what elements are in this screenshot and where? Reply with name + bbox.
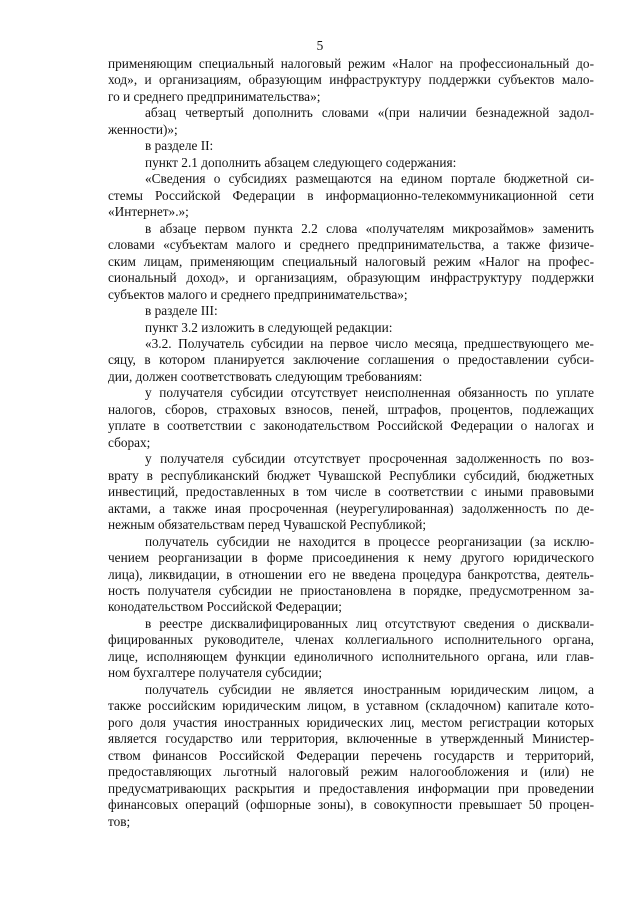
- text-line: в разделе II:: [145, 138, 214, 154]
- text-line: сборах;: [108, 434, 151, 450]
- text-line: словами «субъектам малого и среднего предпринимательства, а также физиче-: [108, 237, 594, 253]
- text-line: также российским юридическим лицом, в уставном (складочном) капитале кото-: [108, 698, 594, 714]
- text-line: пункт 3.2 изложить в следующей редакции:: [145, 319, 393, 335]
- text-line: в разделе III:: [145, 303, 218, 319]
- text-line: предусматривающих раскрытия и предоставления информации при проведении: [108, 780, 594, 796]
- text-line: лице, исполняющем функции единоличного исполнительного органа, или глав-: [108, 648, 594, 664]
- text-line: является государство или территория, включенные в утвержденный Министер-: [108, 731, 594, 747]
- text-line: ством финансов Российской Федерации перечень государств и территорий,: [108, 747, 594, 763]
- text-line: дии, должен соответствовать следующим требованиям:: [108, 368, 423, 384]
- text-line: пункт 2.1 дополнить абзацем следующего содержания:: [145, 154, 457, 170]
- text-line: применяющим специальный налоговый режим «Налог на профессиональный до-: [108, 56, 594, 71]
- text-line: фицированных руководителе, членах коллегиального исполнительного органа,: [108, 632, 594, 648]
- text-line: ность получателя субсидии не приостановлена в порядке, предусмотренном за-: [108, 583, 594, 598]
- text-line: тов;: [108, 813, 131, 829]
- text-line: «3.2. Получатель субсидии на первое число месяца, предшествующего ме-: [145, 335, 594, 351]
- text-line: рого доля участия иностранных юридических лиц, местом регистрации которых: [108, 714, 594, 730]
- text-line: абзац четвертый дополнить словами «(при наличии безнадежной задол-: [145, 105, 594, 121]
- text-line: финансовых операций (офшорные зоны), в совокупности превышает 50 процен-: [108, 797, 594, 813]
- text-line: сяцу, в котором планируется заключение соглашения о предоставлении субси-: [108, 352, 594, 368]
- text-line: стемы Российской Федерации в информационно-телекоммуникационной сети: [108, 187, 594, 203]
- text-line: «Сведения о субсидиях размещаются на едином портале бюджетной си-: [145, 171, 594, 187]
- text-line: ход», и организациям, образующим инфраструктуру поддержки субъектов мало-: [108, 72, 594, 88]
- text-line: ским лицам, применяющим специальный налоговый режим «Налог на профес-: [108, 253, 594, 269]
- page-number: 5: [316, 38, 324, 53]
- text-line: «Интернет».»;: [108, 204, 189, 220]
- text-line: субъектов малого и среднего предпринимательства»;: [108, 286, 408, 302]
- text-line: у получателя субсидии отсутствует неисполненная обязанность по уплате: [145, 385, 594, 401]
- text-line: конодательством Российской Федерации;: [108, 599, 342, 615]
- text-line: у получателя субсидии отсутствует просроченная задолженность по воз-: [145, 451, 594, 467]
- text-line: женности)»;: [108, 121, 178, 137]
- text-line: нежным обязательствам перед Чувашской Республикой;: [108, 517, 427, 533]
- document-body: [108, 56, 594, 830]
- text-line: налогов, сборов, страховых взносов, пеней, штрафов, процентов, подлежащих: [108, 401, 594, 417]
- text-line: лица), ликвидации, в отношении его не введена процедура банкротства, деятель-: [108, 566, 594, 582]
- text-line: уплате в соответствии с законодательством Российской Федерации о налогах и: [108, 418, 594, 434]
- text-line: актами, а также иная просроченная (неурегулированная) задолженность по де-: [108, 500, 594, 516]
- text-line: предоставляющих льготный налоговый режим налогообложения и (или) не: [108, 764, 594, 780]
- text-line: врату в республиканский бюджет Чувашской Республики субсидий, бюджетных: [108, 467, 594, 483]
- text-line: ном бухгалтере получателя субсидии;: [108, 665, 323, 681]
- text-line: в абзаце первом пункта 2.2 слова «получателям микрозаймов» заменить: [145, 220, 594, 236]
- text-line: го и среднего предпринимательства»;: [108, 88, 321, 104]
- text-line: инвестиций, предоставленных в том числе в соответствии с иными правовыми: [108, 484, 594, 500]
- text-line: получатель субсидии не находится в процессе реорганизации (за исклю-: [145, 533, 594, 549]
- text-line: в реестре дисквалифицированных лиц отсутствуют сведения о дисквали-: [145, 615, 594, 631]
- text-line: сиональный доход», и организациям, образующим инфраструктуру поддержки: [108, 270, 594, 286]
- text-line: получатель субсидии не является иностранным юридическим лицом, а: [145, 681, 594, 697]
- text-line: чением реорганизации в форме присоединения к нему другого юридического: [108, 550, 594, 566]
